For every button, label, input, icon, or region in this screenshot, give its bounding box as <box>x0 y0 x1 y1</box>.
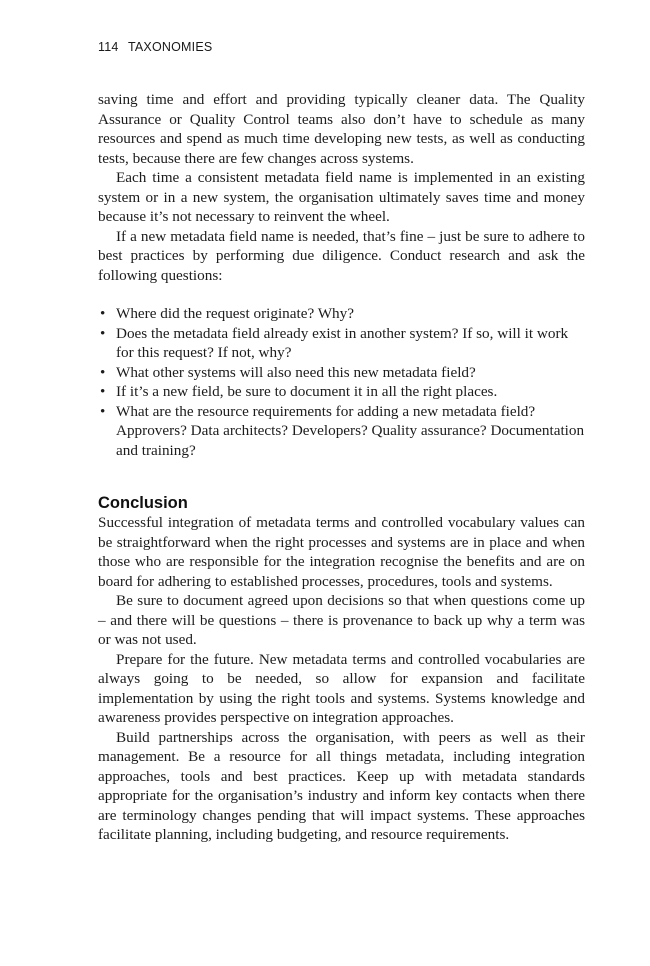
body-paragraph: Build partnerships across the organisation, with peers as well as their management. Be a resource for all things metadata, including integration approaches, tools and best practices. Keep up with metadata standards appropriate for the organisation’s industry and inform key contacts when there are terminology changes pending that will impact systems. These approaches facilitate planning, including budgeting, and resource requirements. <box>98 728 585 843</box>
questions-list <box>98 304 585 460</box>
running-title: TAXONOMIES <box>127 40 213 54</box>
list-item <box>98 402 585 461</box>
running-header <box>98 40 212 54</box>
body-paragraph: Be sure to document agreed upon decisions so that when questions come up – and there will be questions – there is provenance to back up why a term was or was not used. <box>98 592 585 648</box>
bullet-icon: • <box>100 363 106 381</box>
bullet-icon: • <box>100 402 106 420</box>
page-number: 114 <box>98 40 119 54</box>
list-item <box>98 304 585 324</box>
list-item <box>98 382 585 402</box>
bullet-icon: • <box>100 383 106 400</box>
body-paragraph: Prepare for the future. New metadata terms and controlled vocabularies are always going to be needed, so allow for expansion and facilitate implementation by using the right tools and systems. Systems knowledge and awareness provides perspective on integration approaches. <box>98 650 585 726</box>
body-paragraph: If a new metadata field name is needed, that’s fine – just be sure to adhere to best practices by performing due diligence. Conduct research and ask the following questions: <box>98 227 585 284</box>
body-paragraph: saving time and effort and providing typically cleaner data. The Quality Assurance or Quality Control teams also don’t have to schedule as many resources and spend as much time developing new tests, as well as conducting tests, because there are few changes across systems. <box>98 91 585 167</box>
list-item-text: If it’s a new field, be sure to document it in all the right places. <box>116 383 498 400</box>
bullet-icon: • <box>100 305 106 322</box>
list-item-text: What other systems will also need this new metadata field? <box>116 363 476 381</box>
bullet-icon: • <box>100 324 106 342</box>
list-item-text: Where did the request originate? Why? <box>116 305 354 322</box>
section-heading: Conclusion <box>98 494 188 512</box>
list-item-text: Does the metadata field already exist in another system? If so, will it work for this request? If not, why? <box>116 324 569 361</box>
list-item <box>98 363 585 383</box>
list-item-text: What are the resource requirements for adding a new metadata field? Approvers? Data architects? Developers? Quality assurance? Documentation and training? <box>116 402 585 459</box>
page-body <box>98 90 585 845</box>
body-paragraph: Each time a consistent metadata field name is implemented in an existing system or in a new system, the organisation ultimately saves time and money because it’s not necessary to reinvent the wheel. <box>98 169 585 225</box>
list-item <box>98 324 585 363</box>
body-paragraph: Successful integration of metadata terms and controlled vocabulary values can be straightforward when the right processes and systems are in place and when those who are responsible for the integration recognise the benefits and are on board for adhering to established processes, procedures, tools and systems. <box>98 514 585 590</box>
